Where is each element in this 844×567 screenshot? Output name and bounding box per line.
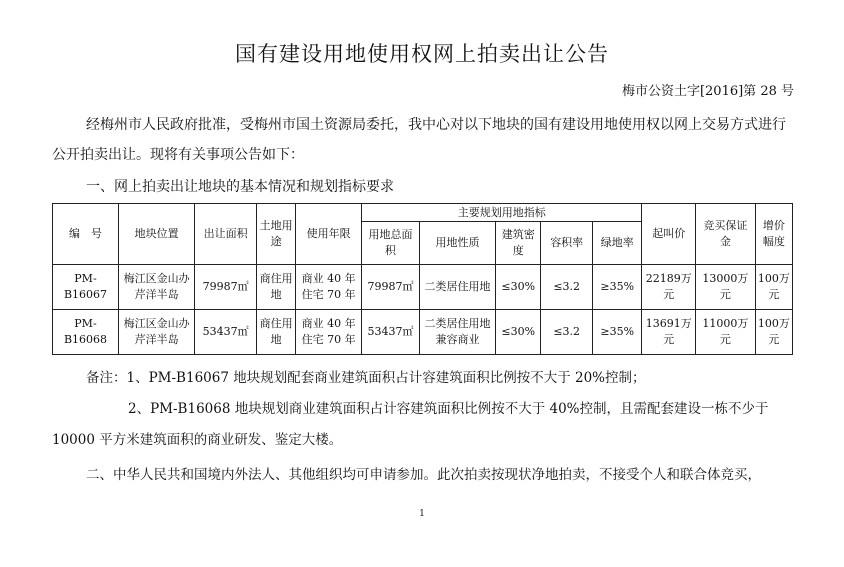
header-far: 容积率 xyxy=(541,222,593,265)
cell-term: 商业 40 年住宅 70 年 xyxy=(296,265,362,310)
header-green: 绿地率 xyxy=(592,222,642,265)
cell-deposit: 13000万元 xyxy=(696,265,756,310)
cell-increment: 100万元 xyxy=(755,265,792,310)
table-row xyxy=(53,265,793,310)
cell-area: 79987㎡ xyxy=(195,265,257,310)
cell-deposit: 11000万元 xyxy=(696,310,756,355)
cell-use: 商住用地 xyxy=(257,265,296,310)
cell-far: ≤3.2 xyxy=(541,265,593,310)
cell-start-price: 13691万元 xyxy=(642,310,696,355)
land-parcel-table xyxy=(52,203,793,355)
cell-code: PM-B16067 xyxy=(53,265,119,310)
cell-code: PM-B16068 xyxy=(53,310,119,355)
header-term: 使用年限 xyxy=(296,204,362,265)
document-number: 梅市公资土字[2016]第 28 号 xyxy=(621,84,794,99)
cell-land-area: 79987㎡ xyxy=(362,265,420,310)
note-1: 备注：1、PM-B16067 地块规划配套商业建筑面积占计容建筑面积比例按不大于 20%控制； xyxy=(86,370,646,386)
header-area: 出让面积 xyxy=(195,204,257,265)
section-2-paragraph: 二、中华人民共和国境内外法人、其他组织均可申请参加。此次拍卖按现状净地拍卖，不接受个人和联合体竞买， xyxy=(86,467,761,483)
note-2: 2、PM-B16068 地块规划商业建筑面积占计容建筑面积比例按不大于 40%控制，且需配套建设一栋不少于 10000 平方米建筑面积的商业研发、鉴定大楼。 xyxy=(52,401,769,448)
section-1-heading: 一、网上拍卖出让地块的基本情况和规划指标要求 xyxy=(86,179,394,195)
header-planning-group: 主要规划用地指标 xyxy=(362,204,642,222)
cell-green: ≥35% xyxy=(592,310,642,355)
cell-land-nature: 二类居住用地 xyxy=(419,265,495,310)
page-number: 1 xyxy=(419,509,425,519)
table-row xyxy=(53,310,793,355)
cell-term: 商业 40 年住宅 70 年 xyxy=(296,310,362,355)
header-increment: 增价幅度 xyxy=(755,204,792,265)
header-code: 编 号 xyxy=(53,204,119,265)
header-density: 建筑密度 xyxy=(496,222,541,265)
cell-start-price: 22189万元 xyxy=(642,265,696,310)
header-land-area: 用地总面积 xyxy=(362,222,420,265)
intro-paragraph: 经梅州市人民政府批准，受梅州市国土资源局委托，我中心对以下地块的国有建设用地使用权以网上交易方式进行公开拍卖出让。现将有关事项公告如下： xyxy=(52,117,786,163)
cell-location: 梅江区金山办芹洋半岛 xyxy=(118,265,194,310)
cell-far: ≤3.2 xyxy=(541,310,593,355)
cell-area: 53437㎡ xyxy=(195,310,257,355)
cell-use: 商住用地 xyxy=(257,310,296,355)
cell-increment: 100万元 xyxy=(755,310,792,355)
cell-land-area: 53437㎡ xyxy=(362,310,420,355)
cell-location: 梅江区金山办芹洋半岛 xyxy=(118,310,194,355)
header-land-nature: 用地性质 xyxy=(419,222,495,265)
cell-green: ≥35% xyxy=(592,265,642,310)
document-title: 国有建设用地使用权网上拍卖出让公告 xyxy=(235,42,609,66)
cell-land-nature: 二类居住用地兼容商业 xyxy=(419,310,495,355)
header-deposit: 竞买保证金 xyxy=(696,204,756,265)
header-start-price: 起叫价 xyxy=(642,204,696,265)
header-location: 地块位置 xyxy=(118,204,194,265)
cell-density: ≤30% xyxy=(496,310,541,355)
header-use: 土地用途 xyxy=(257,204,296,265)
cell-density: ≤30% xyxy=(496,265,541,310)
